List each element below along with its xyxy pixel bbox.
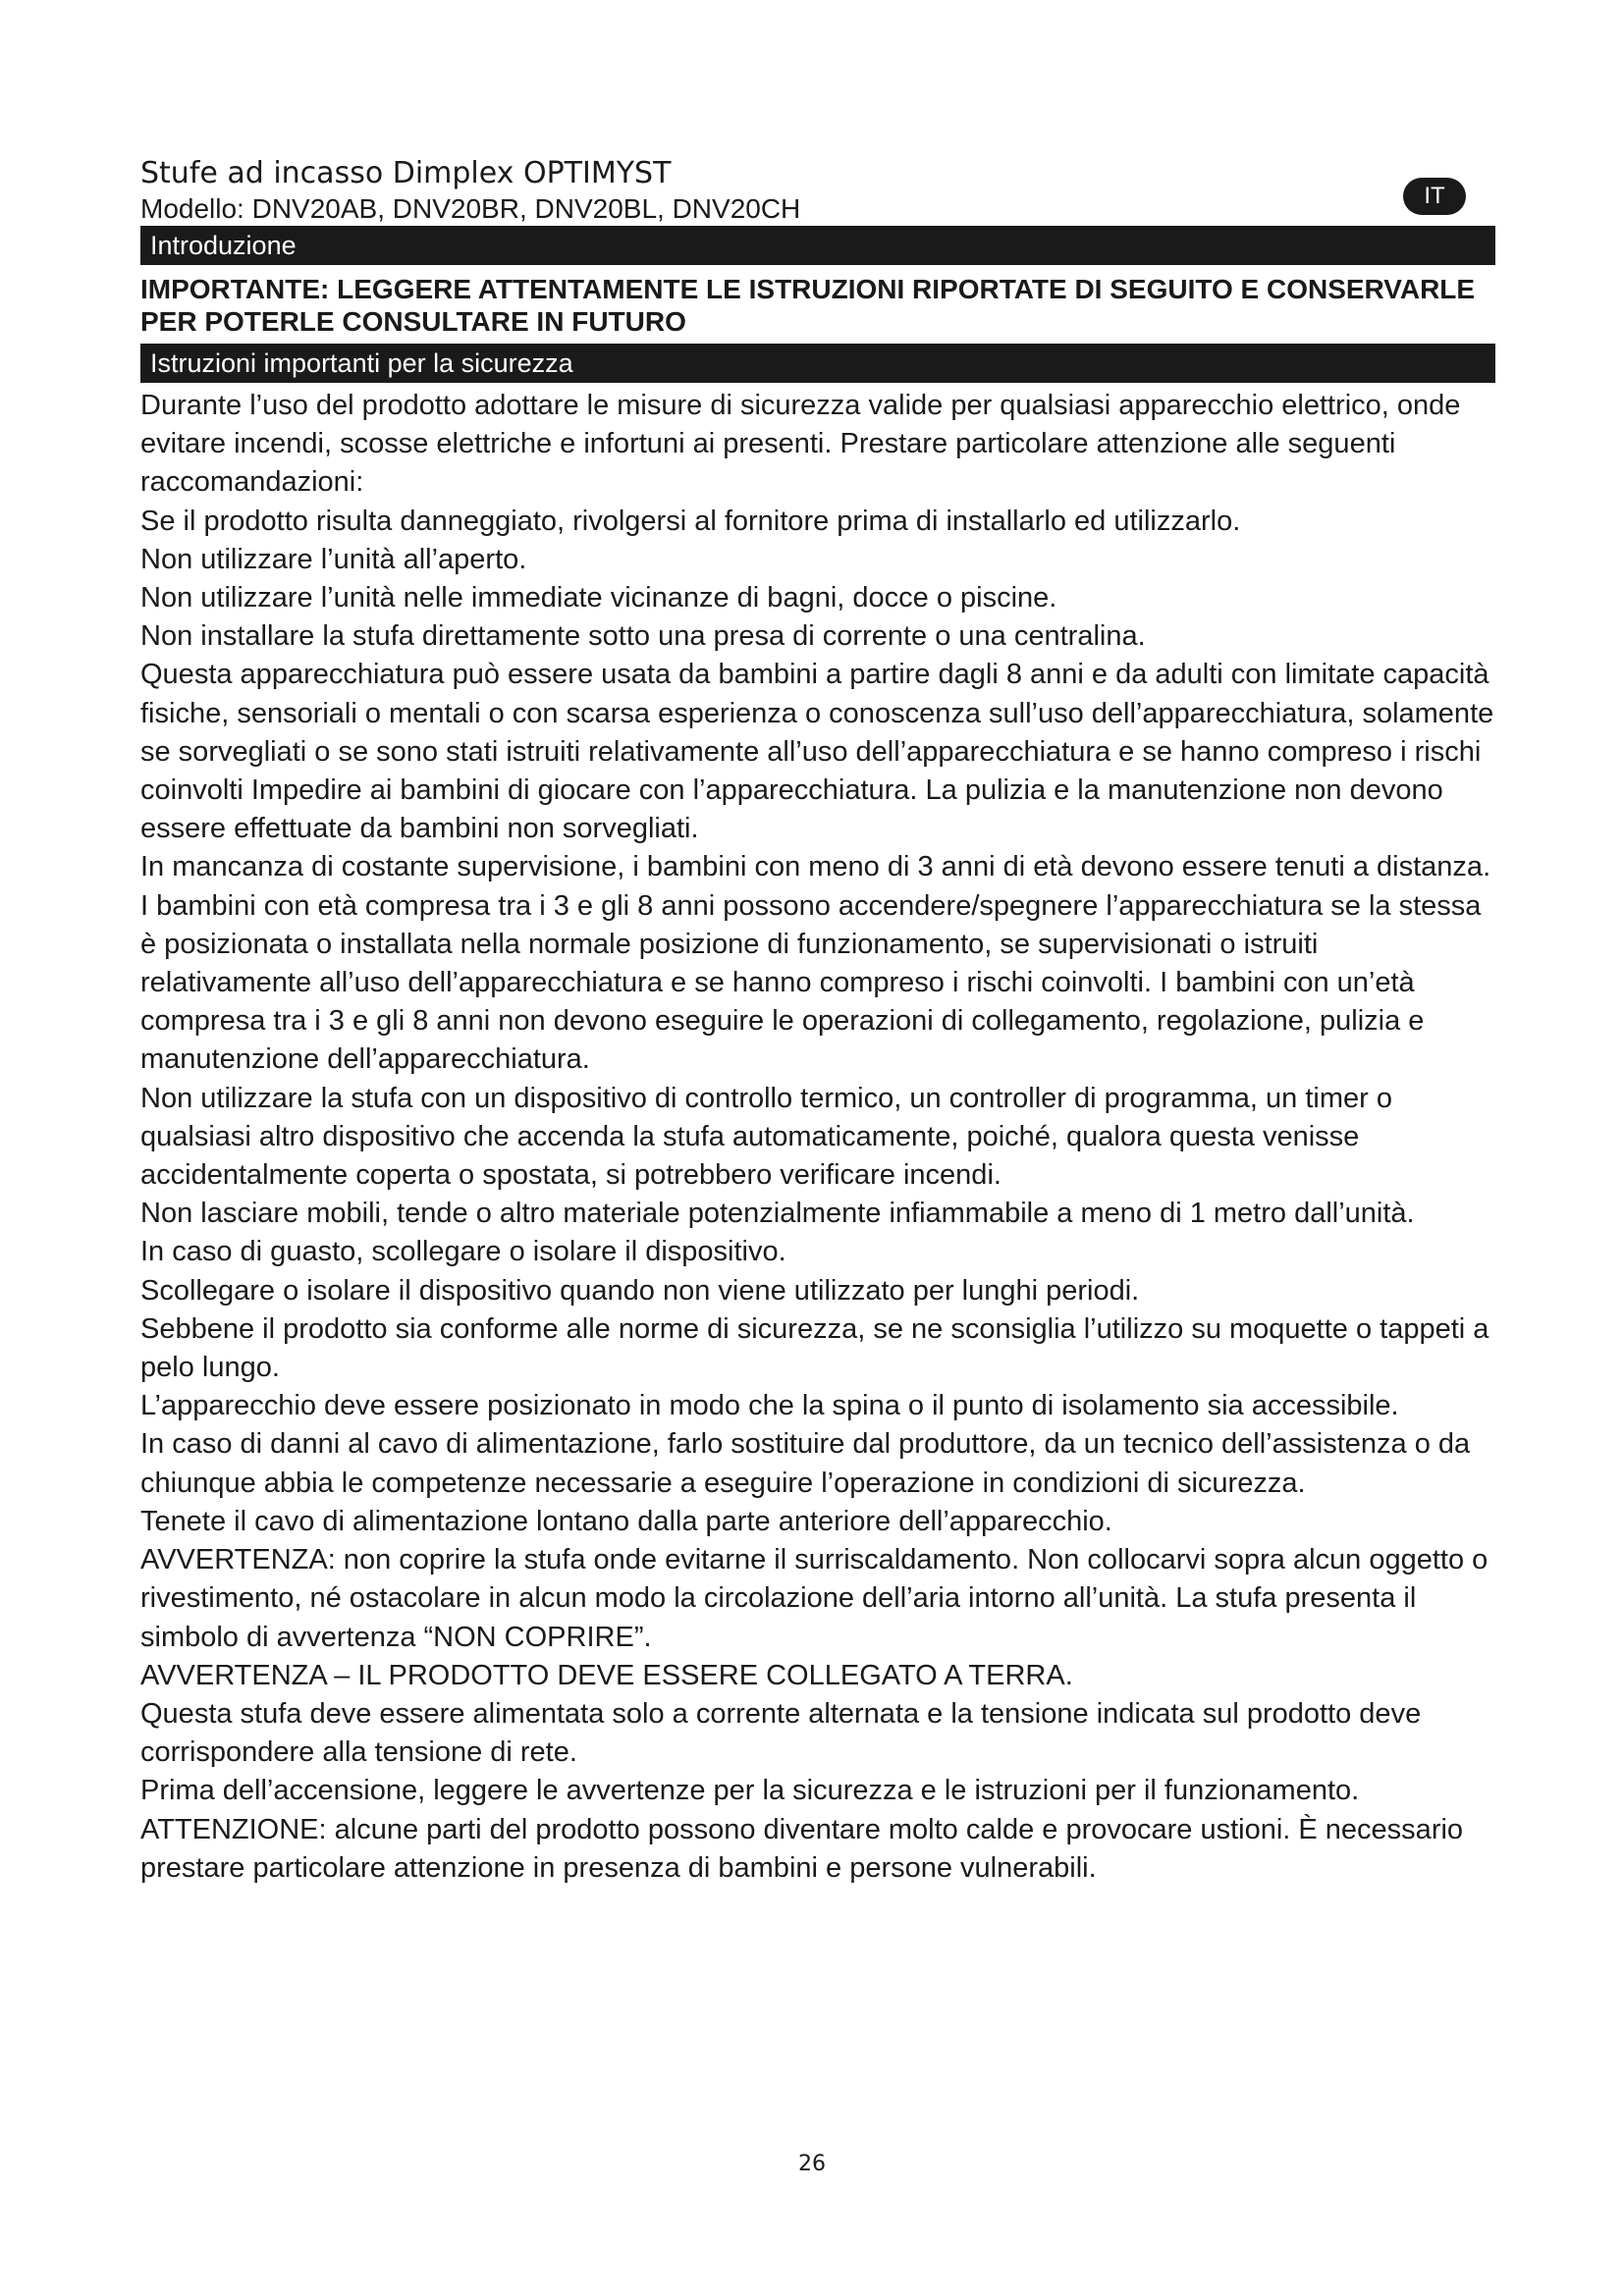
paragraph: AVVERTENZA – IL PRODOTTO DEVE ESSERE COLLEGATO A TERRA. [140,1659,1073,1691]
paragraph: AVVERTENZA: non coprire la stufa onde evitarne il surriscaldamento. Non collocarvi sopra alcun oggetto o rivestimento, né ostacolare in alcun modo la circolazione dell’aria intorno all’unità. La stufa presenta il simbolo di avvertenza “NON COPRIRE”. [140,1544,1489,1653]
language-badge: IT [1403,178,1466,215]
paragraph: Sebbene il prodotto sia conforme alle norme di sicurezza, se ne sconsiglia l’utilizzo su moquette o tappeti a pelo lungo. [140,1312,1489,1384]
paragraph: Prima dell’accensione, leggere le avvertenze per la sicurezza e le istruzioni per il funzionamento. [140,1775,1360,1807]
safety-instructions [140,387,1495,1888]
paragraph: Tenete il cavo di alimentazione lontano dalla parte anteriore dell’apparecchio. [140,1505,1112,1537]
paragraph: Non utilizzare l’unità nelle immediate vicinanze di bagni, docce o piscine. [140,582,1057,614]
paragraph: ATTENZIONE: alcune parti del prodotto possono diventare molto calde e provocare ustioni. È necessario prestare particolare attenzione in presenza di bambini e persone vulnerabili. [140,1813,1464,1884]
paragraph: Scollegare o isolare il dispositivo quando non viene utilizzato per lunghi periodi. [140,1274,1140,1307]
page-number: 26 [798,2152,826,2176]
paragraph: Questa stufa deve essere alimentata solo a corrente alternata e la tensione indicata sul prodotto deve corrispondere alla tensione di rete. [140,1697,1422,1769]
paragraph: Non utilizzare l’unità all’aperto. [140,543,527,575]
paragraph: In mancanza di costante supervisione, i bambini con meno di 3 anni di età devono essere tenuti a distanza. I bambini con età compresa tra i 3 e gli 8 anni possono accendere/spegnere l’apparecchiatura se la stessa è posizionata o installata nella normale posizione di funzionamento, se supervisionati o istruiti relativamente all’uso dell’apparecchiatura e se hanno compreso i rischi coinvolti. I bambini con un’età compresa tra i 3 e gli 8 anni non devono eseguire le operazioni di collegamento, regolazione, pulizia e manutenzione dell’apparecchiatura. [140,851,1491,1076]
manual-page [140,155,1495,1888]
document-title: Stufe ad incasso Dimplex OPTIMYST [140,156,672,190]
paragraph: In caso di danni al cavo di alimentazione, farlo sostituire dal produttore, da un tecnico dell’assistenza o da chiunque abbia le competenze necessarie a eseguire l’operazione in condizioni di sicurezza. [140,1428,1471,1499]
paragraph: In caso di guasto, scollegare o isolare il dispositivo. [140,1236,786,1268]
paragraph: Non utilizzare la stufa con un dispositivo di controllo termico, un controller di programma, un timer o qualsiasi altro dispositivo che accenda la stufa automaticamente, poiché, qualora questa venisse accidentalmente coperta o spostata, si potrebbero verificare incendi. [140,1082,1392,1192]
paragraph: Se il prodotto risulta danneggiato, rivolgersi al fornitore prima di installarlo ed utilizzarlo. [140,505,1241,537]
paragraph: L’apparecchio deve essere posizionato in modo che la spina o il punto di isolamento sia accessibile. [140,1390,1399,1422]
paragraph: Non installare la stufa direttamente sotto una presa di corrente o una centralina. [140,620,1146,653]
paragraph: Non lasciare mobili, tende o altro materiale potenzialmente infiammabile a meno di 1 metro dall’unità. [140,1198,1415,1230]
important-notice: IMPORTANTE: LEGGERE ATTENTAMENTE LE ISTRUZIONI RIPORTATE DI SEGUITO E CONSERVARLE PER POTERLE CONSULTARE IN FUTURO [140,274,1476,337]
section-heading-safety: Istruzioni importanti per la sicurezza [140,344,1495,383]
paragraph: Questa apparecchiatura può essere usata da bambini a partire dagli 8 anni e da adulti con limitate capacità fisiche, sensoriali o mentali o con scarsa esperienza o conoscenza sull’uso dell’apparecchiatura, solamente se sorvegliati o se sono stati istruiti relativamente all’uso dell’apparecchiatura e se hanno compreso i rischi coinvolti Impedire ai bambini di giocare con l’apparecchiatura. La pulizia e la manutenzione non devono essere effettuate da bambini non sorvegliati. [140,659,1494,845]
paragraph: Durante l’uso del prodotto adottare le misure di sicurezza valide per qualsiasi apparecchio elettrico, onde evitare incendi, scosse elettriche e infortuni ai presenti. Prestare particolare attenzione alle seguenti raccomandazioni: [140,390,1461,499]
model-line: Modello: DNV20AB, DNV20BR, DNV20BL, DNV20CH [140,193,801,224]
section-heading-introduction: Introduzione [140,226,1495,265]
